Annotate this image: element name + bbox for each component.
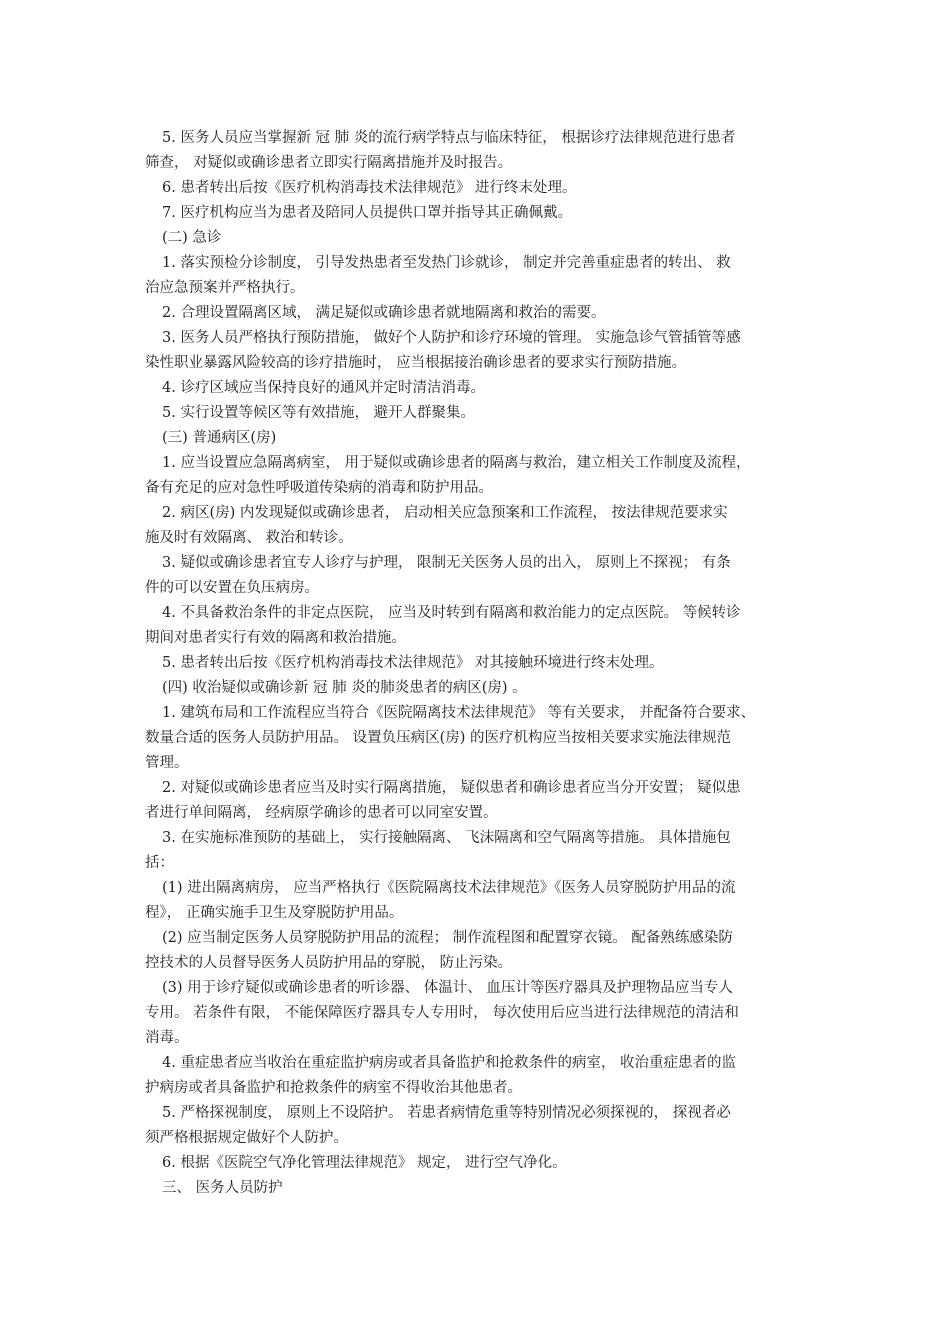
paragraph-pneumonia-6 xyxy=(145,1151,815,1176)
paragraph-measure-2 xyxy=(145,926,815,976)
text-line: 者进行单间隔离， 经病原学确诊的患者可以同室安置。 xyxy=(145,805,498,821)
text-line: 筛查， 对疑似或确诊患者立即实行隔离措施并及时报告。 xyxy=(145,155,513,171)
text-line: 4. 不具备救治条件的非定点医院， 应当及时转到有隔离和救治能力的定点医院。 等候转诊 xyxy=(162,605,741,621)
paragraph-outpatient-6 xyxy=(145,176,815,201)
paragraph-pneumonia-5 xyxy=(145,1101,815,1151)
paragraph-pneumonia-3 xyxy=(145,826,815,876)
text-line: 5. 实行设置等候区等有效措施， 避开人群聚集。 xyxy=(162,405,476,421)
text-line: 备有充足的应对急性呼吸道传染病的消毒和防护用品。 xyxy=(145,480,493,496)
section-heading-pneumonia-ward xyxy=(145,676,815,701)
paragraph-emergency-2 xyxy=(145,301,815,326)
text-line: 4. 诊疗区域应当保持良好的通风并定时清洁消毒。 xyxy=(162,380,485,396)
text-line: (四) 收治疑似或确诊新 冠 肺 炎的肺炎患者的病区(房) 。 xyxy=(162,680,527,696)
section-heading-emergency xyxy=(145,226,815,251)
text-line: 期间对患者实行有效的隔离和救治措施。 xyxy=(145,630,406,646)
paragraph-outpatient-7 xyxy=(145,201,815,226)
paragraph-pneumonia-4 xyxy=(145,1051,815,1101)
paragraph-ward-4 xyxy=(145,601,815,651)
section-heading-general-ward xyxy=(145,426,815,451)
paragraph-emergency-3 xyxy=(145,326,815,376)
text-line: 施及时有效隔离、 救治和转诊。 xyxy=(145,530,353,546)
text-line: 护病房或者具备监护和抢救条件的病室不得收治其他患者。 xyxy=(145,1080,522,1096)
text-line: 6. 患者转出后按《医疗机构消毒技术法律规范》 进行终末处理。 xyxy=(162,180,577,196)
text-line: 2. 病区(房) 内发现疑似或确诊患者， 启动相关应急预案和工作流程， 按法律规范要求实 xyxy=(162,505,728,521)
text-line: (2) 应当制定医务人员穿脱防护用品的流程； 制作流程图和配置穿衣镜。 配备熟练感染防 xyxy=(162,930,733,946)
text-line: 5. 患者转出后按《医疗机构消毒技术法律规范》 对其接触环境进行终末处理。 xyxy=(162,655,664,671)
text-line: 6. 根据《医院空气净化管理法律规范》 规定， 进行空气净化。 xyxy=(162,1155,567,1171)
paragraph-emergency-1 xyxy=(145,251,815,301)
text-line: (3) 用于诊疗疑似或确诊患者的听诊器、 体温计、 血压计等医疗器具及护理物品应当专人 xyxy=(162,980,733,996)
text-line: 1. 落实预检分诊制度， 引导发热患者至发热门诊就诊， 制定并完善重症患者的转出、 救 xyxy=(162,255,731,271)
text-line: 染性职业暴露风险较高的诊疗措施时， 应当根据接治确诊患者的要求实行预防措施。 xyxy=(145,355,687,371)
text-line: 括： xyxy=(145,855,174,871)
paragraph-outpatient-5 xyxy=(145,126,815,176)
text-line: 管理。 xyxy=(145,755,189,771)
text-line: 三、 医务人员防护 xyxy=(162,1180,283,1196)
paragraph-emergency-5 xyxy=(145,401,815,426)
text-line: 1. 建筑布局和工作流程应当符合《医院隔离技术法律规范》 等有关要求， 并配备符合要求、 xyxy=(162,705,756,721)
text-line: 治应急预案并严格执行。 xyxy=(145,280,305,296)
paragraph-emergency-4 xyxy=(145,376,815,401)
text-line: 3. 疑似或确诊患者宜专人诊疗与护理， 限制无关医务人员的出入， 原则上不探视； 有条 xyxy=(162,555,731,571)
text-line: 2. 对疑似或确诊患者应当及时实行隔离措施， 疑似患者和确诊患者应当分开安置； 疑似患 xyxy=(162,780,741,796)
text-line: 1. 应当设置应急隔离病室， 用于疑似或确诊患者的隔离与救治，建立相关工作制度及流程， xyxy=(162,455,751,471)
paragraph-ward-1 xyxy=(145,451,815,501)
paragraph-pneumonia-2 xyxy=(145,776,815,826)
paragraph-ward-2 xyxy=(145,501,815,551)
paragraph-ward-5 xyxy=(145,651,815,676)
text-line: 4. 重症患者应当收治在重症监护病房或者具备监护和抢救条件的病室， 收治重症患者的监 xyxy=(162,1055,737,1071)
text-line: (1) 进出隔离病房， 应当严格执行《医院隔离技术法律规范》《医务人员穿脱防护用品的流 xyxy=(162,880,736,896)
paragraph-ward-3 xyxy=(145,551,815,601)
text-line: 消毒。 xyxy=(145,1030,189,1046)
text-line: 数量合适的医务人员防护用品。 设置负压病区(房) 的医疗机构应当按相关要求实施法律规范 xyxy=(145,730,732,746)
text-line: 2. 合理设置隔离区域， 满足疑似或确诊患者就地隔离和救治的需要。 xyxy=(162,305,606,321)
text-line: 控技术的人员督导医务人员防护用品的穿脱， 防止污染。 xyxy=(145,955,513,971)
text-line: 3. 在实施标准预防的基础上， 实行接触隔离、 飞沫隔离和空气隔离等措施。 具体措施包 xyxy=(162,830,731,846)
text-line: 程》， 正确实施手卫生及穿脱防护用品。 xyxy=(145,905,404,921)
section-heading-staff-protection xyxy=(145,1176,815,1201)
text-line: 件的可以安置在负压病房。 xyxy=(145,580,319,596)
text-line: 3. 医务人员严格执行预防措施， 做好个人防护和诊疗环境的管理。 实施急诊气管插管等感 xyxy=(162,330,741,346)
text-line: 专用。 若条件有限， 不能保障医疗器具专人专用时， 每次使用后应当进行法律规范的清洁和 xyxy=(145,1005,739,1021)
text-line: (三) 普通病区(房) xyxy=(162,430,277,446)
paragraph-measure-3 xyxy=(145,976,815,1051)
paragraph-pneumonia-1 xyxy=(145,701,815,776)
text-line: 须严格根据规定做好个人防护。 xyxy=(145,1130,348,1146)
text-line: (二) 急诊 xyxy=(162,230,222,246)
paragraph-measure-1 xyxy=(145,876,815,926)
text-line: 5. 严格探视制度， 原则上不设陪护。 若患者病情危重等特别情况必须探视的， 探视者必 xyxy=(162,1105,731,1121)
text-line: 5. 医务人员应当掌握新 冠 肺 炎的流行病学特点与临床特征， 根据诊疗法律规范进行患者 xyxy=(162,130,736,146)
text-line: 7. 医疗机构应当为患者及陪同人员提供口罩并指导其正确佩戴。 xyxy=(162,205,572,221)
